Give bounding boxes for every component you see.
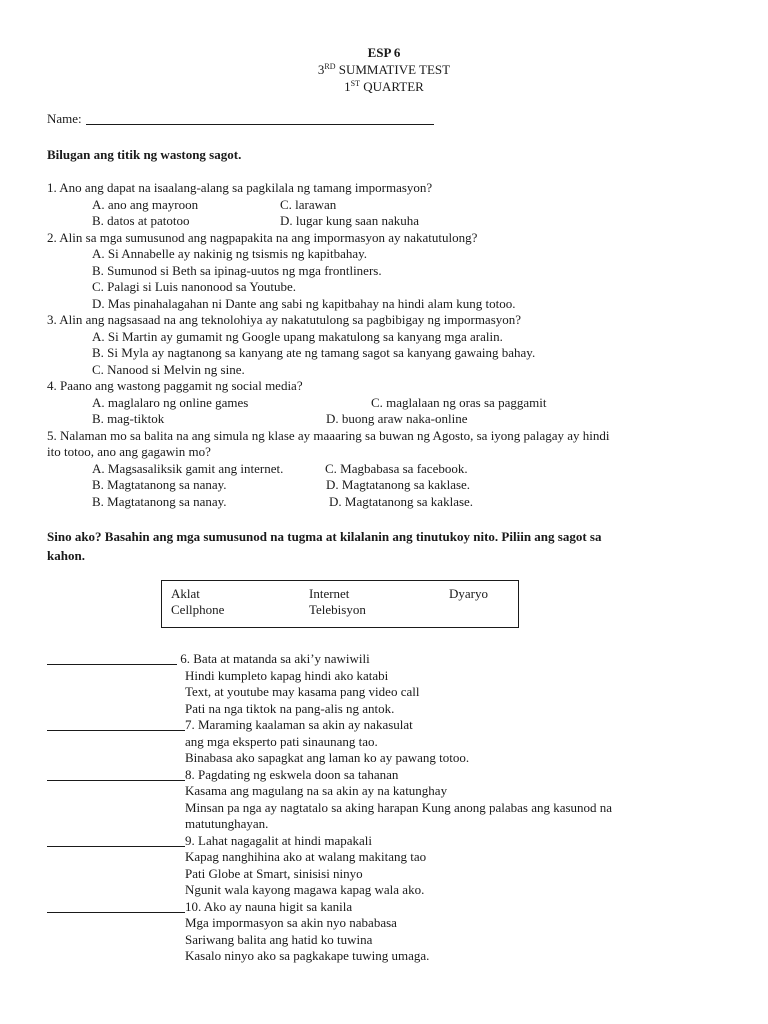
riddle-line: matutunghayan. bbox=[185, 816, 269, 831]
riddle-line: Kasama ang magulang na sa akin ay na katunghay bbox=[185, 783, 448, 798]
riddle-text: 9. Lahat nagagalit at hindi mapakali bbox=[185, 832, 372, 848]
choice-a[interactable]: A. Magsasaliksik gamit ang internet. bbox=[92, 460, 284, 476]
answer-blank[interactable] bbox=[47, 717, 185, 731]
part2-instruction-line: Sino ako? Basahin ang mga sumusunod na tugma at kilalanin ang tinutukoy nito. Piliin ang sagot sa bbox=[47, 529, 602, 544]
riddle-text: 8. Pagdating ng eskwela doon sa tahanan bbox=[185, 766, 399, 782]
choice-a[interactable]: A. maglalaro ng online games bbox=[92, 394, 249, 410]
question-stem: 4. Paano ang wastong paggamit ng social media? bbox=[47, 378, 303, 393]
riddle-8 bbox=[47, 767, 727, 833]
choice-d[interactable]: D. lugar kung saan nakuha bbox=[280, 213, 419, 228]
riddle-first-line bbox=[47, 899, 727, 916]
choice-word: Cellphone bbox=[171, 602, 225, 617]
part1-instruction: Bilugan ang titik ng wastong sagot. bbox=[47, 147, 242, 162]
choice-b[interactable]: B. Sumunod si Beth sa ipinag-uutos ng mga frontliners. bbox=[92, 262, 382, 278]
answer-blank[interactable] bbox=[47, 651, 177, 665]
choice-word: Telebisyon bbox=[309, 602, 366, 617]
quarter-ordinal: ST bbox=[350, 79, 360, 88]
choice-row bbox=[47, 213, 727, 230]
choice-d-repeat[interactable]: D. Magtatanong sa kaklase. bbox=[329, 493, 474, 509]
choice-word: Dyaryo bbox=[449, 586, 488, 601]
choice-c[interactable]: C. maglalaan ng oras sa paggamit bbox=[371, 394, 547, 410]
question-2 bbox=[47, 230, 727, 313]
choice-a[interactable]: A. Si Martin ay gumamit ng Google upang makatulong sa kanyang mga aralin. bbox=[92, 328, 503, 344]
choice-c[interactable]: C. larawan bbox=[280, 196, 337, 212]
test-label: SUMMATIVE TEST bbox=[338, 62, 451, 77]
choice-d[interactable]: D. buong araw naka-online bbox=[326, 411, 468, 426]
choice-row bbox=[47, 395, 727, 412]
riddle-line: Pati Globe at Smart, sinisisi ninyo bbox=[185, 865, 363, 881]
riddle-line: Kasalo ninyo ako sa pagkakape tuwing umaga. bbox=[185, 948, 430, 963]
riddle-text: 10. Ako ay nauna higit sa kanila bbox=[185, 898, 353, 914]
choice-b[interactable]: B. Si Myla ay nagtanong sa kanyang ate ng tamang sagot sa kanyang gawaing bahay. bbox=[92, 345, 536, 360]
answer-blank[interactable] bbox=[47, 833, 185, 847]
riddle-line: Pati na nga tiktok na pang-alis ng antok. bbox=[185, 700, 395, 716]
quarter-label: QUARTER bbox=[363, 79, 424, 94]
question-1 bbox=[47, 180, 727, 230]
test-header bbox=[0, 44, 768, 95]
riddle-line: Kapag nanghihina ako at walang makitang tao bbox=[185, 849, 427, 864]
riddle-line: ang mga eksperto pati sinaunang tao. bbox=[185, 733, 378, 749]
riddle-line: Sariwang balita ang hatid ko tuwina bbox=[185, 931, 373, 947]
question-stem-continued: ito totoo, ano ang gagawin mo? bbox=[47, 444, 211, 459]
choice-a[interactable]: A. ano ang mayroon bbox=[92, 196, 199, 212]
question-stem: 2. Alin sa mga sumusunod ang nagpapakita na ang impormasyon ay nakatutulong? bbox=[47, 229, 478, 245]
choice-b[interactable]: B. mag-tiktok bbox=[92, 411, 165, 426]
multiple-choice-section bbox=[47, 180, 727, 510]
question-stem: 3. Alin ang nagsasaad na ang teknolohiya ay nakatutulong sa pagbibigay ng impormasyon? bbox=[47, 312, 522, 327]
choice-row bbox=[47, 411, 727, 428]
question-3 bbox=[47, 312, 727, 378]
question-stem: 5. Nalaman mo sa balita na ang simula ng klase ay maaaring sa buwan ng Agosto, sa iyong palagay ay hindi bbox=[47, 427, 610, 443]
riddle-text: 6. Bata at matanda sa aki’y nawiwili bbox=[180, 651, 370, 666]
test-ordinal: RD bbox=[324, 62, 336, 71]
choice-word: Aklat bbox=[171, 586, 200, 601]
riddle-line: Hindi kumpleto kapag hindi ako katabi bbox=[185, 667, 389, 683]
name-blank[interactable] bbox=[86, 111, 434, 125]
choice-d[interactable]: D. Magtatanong sa kaklase. bbox=[326, 477, 471, 492]
choice-word: Internet bbox=[309, 586, 350, 601]
choice-c[interactable]: C. Palagi si Luis nanonood sa Youtube. bbox=[92, 279, 297, 294]
question-4 bbox=[47, 378, 727, 428]
choice-row bbox=[47, 477, 727, 494]
riddle-line: Binabasa ako sapagkat ang laman ko ay pawang totoo. bbox=[185, 750, 470, 765]
riddle-7 bbox=[47, 717, 727, 767]
riddle-first-line bbox=[47, 651, 727, 668]
riddle-10 bbox=[47, 899, 727, 965]
riddles-section bbox=[47, 651, 727, 965]
quarter-title bbox=[0, 78, 768, 95]
riddle-6 bbox=[47, 651, 727, 717]
riddle-line: Minsan pa nga ay nagtatalo sa aking harapan Kung anong palabas ang kasunod na bbox=[185, 799, 613, 815]
choice-b[interactable]: B. Magtatanong sa nanay. bbox=[92, 477, 227, 492]
answer-blank[interactable] bbox=[47, 899, 185, 913]
answer-choices-box bbox=[161, 580, 519, 628]
riddle-line: Mga impormasyon sa akin nyo nababasa bbox=[185, 915, 397, 930]
choice-a[interactable]: A. Si Annabelle ay nakinig ng tsismis ng kapitbahay. bbox=[92, 246, 368, 261]
riddle-text: 7. Maraming kaalaman sa akin ay nakasulat bbox=[185, 717, 413, 732]
choice-c[interactable]: C. Nanood si Melvin ng sine. bbox=[92, 361, 245, 377]
choice-b[interactable]: B. datos at patotoo bbox=[92, 213, 190, 228]
choice-row bbox=[47, 461, 727, 478]
test-number: 3 bbox=[317, 62, 325, 77]
part2-instruction-line: kahon. bbox=[47, 548, 85, 563]
question-5 bbox=[47, 428, 727, 511]
question-stem: 1. Ano ang dapat na isaalang-alang sa pagkilala ng tamang impormasyon? bbox=[47, 180, 433, 195]
choice-row bbox=[47, 494, 727, 511]
part2-instruction bbox=[47, 527, 727, 565]
name-row bbox=[47, 111, 434, 128]
riddle-first-line bbox=[47, 717, 727, 734]
riddle-first-line bbox=[47, 833, 727, 850]
riddle-first-line bbox=[47, 767, 727, 784]
riddle-9 bbox=[47, 833, 727, 899]
answer-blank[interactable] bbox=[47, 767, 185, 781]
quarter-number: 1 bbox=[344, 79, 351, 94]
name-label: Name: bbox=[47, 111, 82, 126]
test-title bbox=[0, 61, 768, 78]
riddle-line: Ngunit wala kayong magawa kapag wala ako. bbox=[185, 882, 425, 897]
subject-title: ESP 6 bbox=[367, 45, 401, 60]
choice-b-repeat[interactable]: B. Magtatanong sa nanay. bbox=[92, 493, 227, 509]
choice-d[interactable]: D. Mas pinahalagahan ni Dante ang sabi ng kapitbahay na hindi alam kung totoo. bbox=[92, 295, 516, 311]
choice-c[interactable]: C. Magbabasa sa facebook. bbox=[325, 460, 468, 476]
riddle-line: Text, at youtube may kasama pang video call bbox=[185, 684, 420, 699]
choice-row bbox=[47, 197, 727, 214]
